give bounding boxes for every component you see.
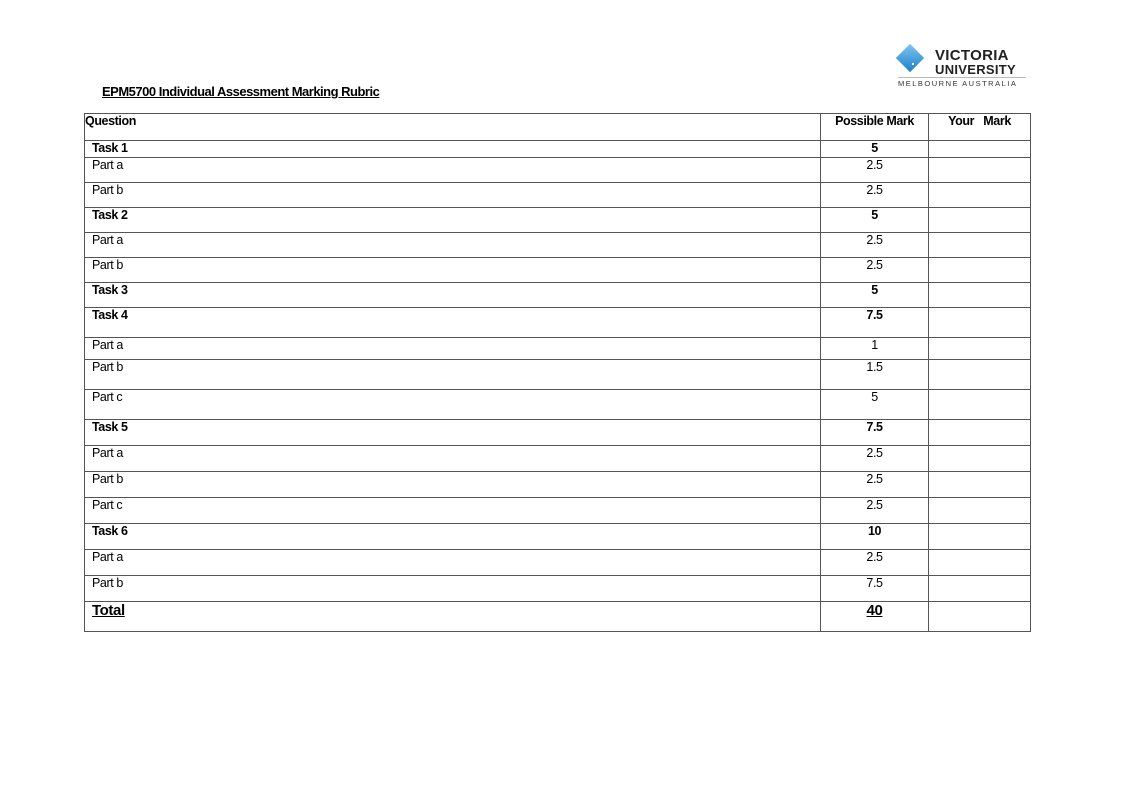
table-row xyxy=(85,602,1031,632)
marking-rubric-table xyxy=(84,113,1031,632)
table-row xyxy=(85,258,1031,283)
possible-mark-cell: 7.5 xyxy=(821,420,929,446)
possible-mark-cell: 2.5 xyxy=(821,183,929,208)
your-mark-cell[interactable] xyxy=(929,602,1031,632)
header-question: Question xyxy=(85,114,821,141)
question-cell: Task 3 xyxy=(85,283,821,308)
table-row xyxy=(85,524,1031,550)
your-mark-cell[interactable] xyxy=(929,233,1031,258)
table-row xyxy=(85,183,1031,208)
logo-divider xyxy=(898,77,1026,78)
your-mark-cell[interactable] xyxy=(929,420,1031,446)
question-cell: Task 5 xyxy=(85,420,821,446)
possible-mark-cell: 2.5 xyxy=(821,550,929,576)
possible-mark-cell: 5 xyxy=(821,208,929,233)
table-row xyxy=(85,233,1031,258)
possible-mark-cell: 2.5 xyxy=(821,258,929,283)
logo-dot xyxy=(912,63,914,65)
question-cell: Task 4 xyxy=(85,308,821,338)
possible-mark-cell: 2.5 xyxy=(821,233,929,258)
possible-mark-cell: 5 xyxy=(821,141,929,158)
your-mark-cell[interactable] xyxy=(929,141,1031,158)
question-cell: Part b xyxy=(85,258,821,283)
possible-mark-cell: 10 xyxy=(821,524,929,550)
document-title: EPM5700 Individual Assessment Marking Rubric xyxy=(102,84,380,99)
your-mark-cell[interactable] xyxy=(929,550,1031,576)
possible-mark-cell: 7.5 xyxy=(821,308,929,338)
question-cell: Part c xyxy=(85,498,821,524)
header-your-mark: Your Mark xyxy=(929,114,1031,141)
table-row xyxy=(85,141,1031,158)
table-row xyxy=(85,338,1031,360)
table-row xyxy=(85,498,1031,524)
question-cell: Part b xyxy=(85,576,821,602)
logo-text-line3: MELBOURNE AUSTRALIA xyxy=(898,79,1018,88)
table-row xyxy=(85,446,1031,472)
your-mark-cell[interactable] xyxy=(929,472,1031,498)
question-cell: Part a xyxy=(85,550,821,576)
your-mark-cell[interactable] xyxy=(929,158,1031,183)
table-row xyxy=(85,283,1031,308)
header-possible-mark: Possible Mark xyxy=(821,114,929,141)
your-mark-cell[interactable] xyxy=(929,258,1031,283)
table-row xyxy=(85,158,1031,183)
possible-mark-cell: 1.5 xyxy=(821,360,929,390)
possible-mark-cell: 2.5 xyxy=(821,472,929,498)
your-mark-cell[interactable] xyxy=(929,576,1031,602)
your-mark-cell[interactable] xyxy=(929,308,1031,338)
table-row xyxy=(85,472,1031,498)
possible-mark-cell: 2.5 xyxy=(821,158,929,183)
table-header-row xyxy=(85,114,1031,141)
your-mark-cell[interactable] xyxy=(929,446,1031,472)
possible-mark-cell: 40 xyxy=(821,602,929,632)
logo-text-line1: VICTORIA xyxy=(935,47,1009,64)
your-mark-cell[interactable] xyxy=(929,360,1031,390)
possible-mark-cell: 2.5 xyxy=(821,446,929,472)
question-cell: Part a xyxy=(85,158,821,183)
your-mark-cell[interactable] xyxy=(929,283,1031,308)
your-mark-cell[interactable] xyxy=(929,390,1031,420)
question-cell: Part c xyxy=(85,390,821,420)
your-mark-cell[interactable] xyxy=(929,524,1031,550)
possible-mark-cell: 7.5 xyxy=(821,576,929,602)
your-mark-cell[interactable] xyxy=(929,498,1031,524)
possible-mark-cell: 1 xyxy=(821,338,929,360)
table-row xyxy=(85,360,1031,390)
possible-mark-cell: 2.5 xyxy=(821,498,929,524)
your-mark-cell[interactable] xyxy=(929,338,1031,360)
question-cell: Task 6 xyxy=(85,524,821,550)
question-cell: Part a xyxy=(85,446,821,472)
table-row xyxy=(85,208,1031,233)
question-cell: Task 1 xyxy=(85,141,821,158)
table-row xyxy=(85,576,1031,602)
table-row xyxy=(85,390,1031,420)
question-cell: Part b xyxy=(85,360,821,390)
question-cell: Part b xyxy=(85,472,821,498)
logo-text-line2: UNIVERSITY xyxy=(935,62,1017,77)
question-cell: Part a xyxy=(85,233,821,258)
possible-mark-cell: 5 xyxy=(821,283,929,308)
question-cell: Task 2 xyxy=(85,208,821,233)
victoria-university-logo xyxy=(896,46,1028,90)
question-cell: Total xyxy=(85,602,821,632)
your-mark-cell[interactable] xyxy=(929,208,1031,233)
question-cell: Part b xyxy=(85,183,821,208)
table-row xyxy=(85,420,1031,446)
table-row xyxy=(85,550,1031,576)
question-cell: Part a xyxy=(85,338,821,360)
your-mark-cell[interactable] xyxy=(929,183,1031,208)
possible-mark-cell: 5 xyxy=(821,390,929,420)
table-row xyxy=(85,308,1031,338)
logo-diamond-icon xyxy=(896,44,924,72)
